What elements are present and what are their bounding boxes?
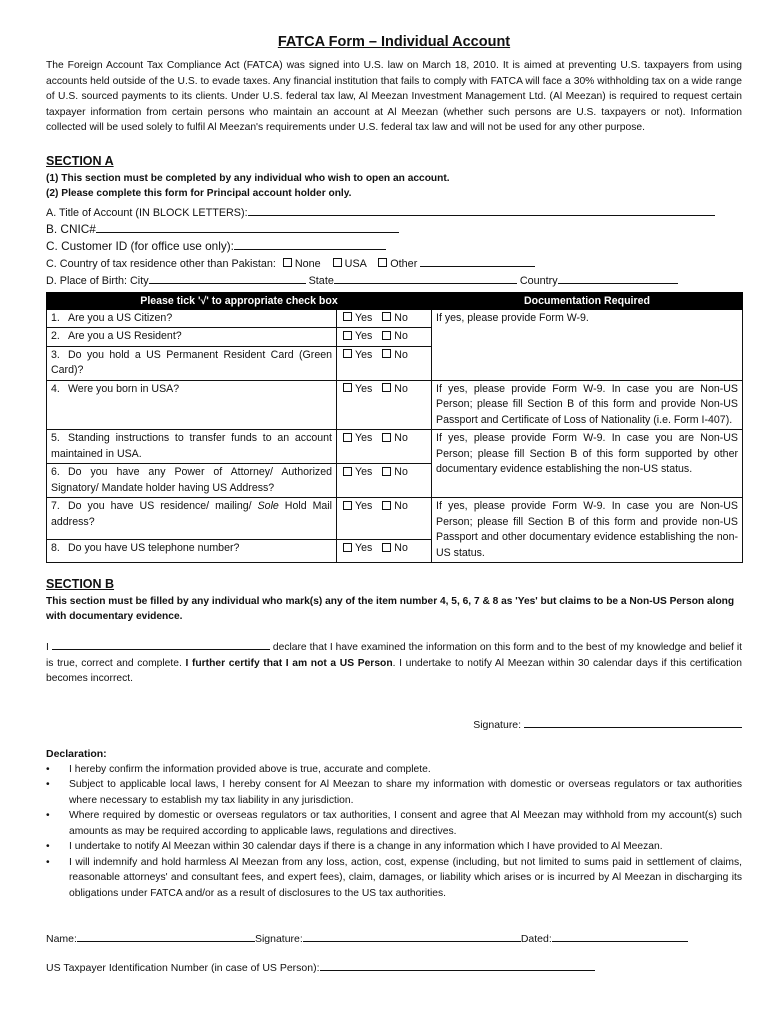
list-item-text: Where required by domestic or overseas regulators or tax authorities, I consent and agree that Al Meezan may withhold from my account(s) such amounts as may be required according to applicable laws, regulations and directives.	[69, 810, 742, 837]
question-text-end: Hold Mail address?	[51, 500, 332, 528]
table-header-row	[47, 292, 743, 309]
none-checkbox[interactable]	[283, 258, 292, 267]
tin-line[interactable]	[320, 959, 595, 971]
declaration-text: declare that I have examined the information on this form and to the best of my knowledge and belief it is true, correct and complete.	[46, 642, 742, 669]
question-text: Do you have US residence/ mailing/	[68, 500, 258, 512]
question-7	[47, 498, 337, 540]
footer-signature-row	[46, 930, 742, 945]
list-item-text: I will indemnify and hold harmless Al Meezan from any loss, action, cost, expense (including, but not limited to sums paid in settlement of claims, reasonable attorneys' and consultant fees, and expert fees), claim, damages, or liability which arises or is incurred by Al Meezan in discharging its obligations under FATCA and/or as a result of disclosures to the US tax authorities.	[69, 856, 742, 899]
section-b-heading: SECTION B	[46, 577, 115, 591]
bullet-icon: •	[46, 779, 50, 790]
declaration-block	[46, 748, 742, 902]
yes-no-options	[337, 328, 432, 347]
question-4	[47, 380, 337, 430]
yes-label: Yes	[355, 466, 373, 478]
question-text-italic: Sole	[257, 500, 279, 512]
bullet-icon: •	[46, 856, 50, 868]
question-number: 3.	[51, 348, 60, 361]
name-label: Name:	[46, 933, 77, 945]
non-us-declaration	[46, 638, 742, 687]
yes-no-options	[337, 498, 432, 540]
section-b-signature	[46, 716, 742, 731]
question-text: Standing instructions to transfer funds to an account maintained in USA.	[51, 432, 332, 460]
customer-id-field	[46, 238, 742, 255]
section-a-heading: SECTION A	[46, 153, 114, 168]
question-number: 4.	[51, 382, 60, 395]
no-label: No	[394, 542, 408, 555]
other-checkbox[interactable]	[378, 258, 387, 267]
declaration-title: Declaration:	[46, 747, 107, 760]
no-checkbox[interactable]	[382, 467, 391, 476]
bullet-icon: •	[46, 763, 50, 775]
intro-paragraph: The Foreign Account Tax Compliance Act (FATCA) was signed into U.S. law on March 18, 2010. It is aimed at preventing U.S. taxpayers from using accounts held outside of the U.S. to evade taxes. Any financial institution that fails to comply with FATCA will face a 30% withholding tax on a wide range of U.S. sourced payments to its clients. Under U.S. federal tax law, Al Meezan Investment Management Ltd. (Al Meezan) is required to request certain taxpayer information from certain persons who maintain an account at Al Meezan (whether such persons are U.S. taxpayers or not). Information collected will be used solely to fulfil Al Meezan's requirements under U.S. federal tax law and will not be used for any other purpose.	[46, 60, 742, 133]
declaration-text-end: . I undertake to notify Al Meezan within 30 calendar days if this certification becomes incorrect.	[46, 657, 742, 684]
question-number: 1.	[51, 311, 60, 324]
state-label: State	[308, 274, 334, 287]
yes-label: Yes	[355, 311, 373, 324]
yes-checkbox[interactable]	[343, 331, 352, 340]
section-a-note-2: (2) Please complete this form for Principal account holder only.	[46, 187, 352, 199]
question-number: 8.	[51, 542, 60, 555]
yes-label: Yes	[355, 542, 373, 555]
section-a-note-1: (1) This section must be completed by any individual who wish to open an account.	[46, 172, 450, 184]
question-number: 5.	[51, 432, 60, 444]
cnic-line[interactable]	[96, 221, 399, 233]
yes-label: Yes	[355, 348, 373, 361]
cnic-label: B. CNIC#	[46, 221, 96, 236]
no-checkbox[interactable]	[382, 433, 391, 442]
no-checkbox[interactable]	[382, 383, 391, 392]
title-of-account-label: A. Title of Account (IN BLOCK LETTERS):	[46, 206, 248, 219]
dated-label: Dated:	[520, 933, 552, 945]
question-text: Were you born in USA?	[68, 382, 180, 395]
usa-option-label: USA	[344, 257, 367, 270]
country-line[interactable]	[558, 272, 678, 284]
fatca-form-page	[46, 34, 742, 974]
title-of-account-field	[46, 204, 742, 221]
list-item	[46, 839, 742, 855]
yes-checkbox[interactable]	[343, 383, 352, 392]
list-item-text: I undertake to notify Al Meezan within 30 calendar days if there is a change in any information which I have provided to Al Meezan.	[69, 841, 663, 852]
list-item-text: Subject to applicable local laws, I hereby consent for Al Meezan to share my information with domestic or overseas regulators or tax authorities where necessary to establish my tax liability in any jurisdiction.	[69, 779, 742, 806]
yes-checkbox[interactable]	[343, 501, 352, 510]
no-label: No	[394, 330, 408, 342]
yes-no-options	[337, 380, 432, 430]
form-title: FATCA Form – Individual Account	[277, 34, 511, 50]
question-text: Do you have any Power of Attorney/ Authorized Signatory/ Mandate holder having US Address?	[51, 466, 332, 494]
bullet-icon: •	[46, 841, 50, 852]
tax-residence-label: C. Country of tax residence other than Pakistan:	[46, 257, 276, 270]
no-checkbox[interactable]	[382, 331, 391, 340]
footer-signature-label: Signature:	[254, 933, 303, 945]
customer-id-line[interactable]	[234, 238, 386, 250]
no-label: No	[394, 466, 408, 478]
question-5	[47, 430, 337, 464]
state-line[interactable]	[334, 272, 517, 284]
question-text: Do you hold a US Permanent Resident Card (Green Card)?	[51, 348, 332, 376]
documentation-7: If yes, please provide Form W-9. In case you are Non-US Person; please fill Section B of this form and provide non-US Passport and other documentary evidence establishing the non-US status.	[432, 498, 743, 563]
question-text: Do you have US telephone number?	[68, 542, 240, 555]
no-label: No	[394, 311, 408, 324]
table-row	[47, 309, 743, 328]
declarant-prefix: I	[46, 642, 49, 653]
no-label: No	[394, 382, 408, 395]
question-number: 6.	[51, 466, 60, 478]
yes-label: Yes	[355, 382, 373, 395]
tin-row	[46, 959, 742, 974]
place-of-birth-field	[46, 272, 742, 289]
country-label: Country	[519, 274, 558, 287]
name-line[interactable]	[77, 930, 255, 942]
no-label: No	[394, 432, 408, 444]
table-header-right: Documentation Required	[432, 292, 743, 309]
signature-line[interactable]	[524, 716, 742, 728]
declaration-list	[46, 762, 742, 902]
yes-no-options	[337, 430, 432, 464]
dated-line[interactable]	[552, 930, 688, 942]
declaration-bold-text: I further certify that I am not a US Person	[185, 657, 393, 669]
question-2	[47, 328, 337, 347]
table-header-left: Please tick '√' to appropriate check box	[47, 292, 432, 309]
yes-label: Yes	[355, 432, 373, 444]
other-option-label: Other	[390, 257, 418, 270]
no-checkbox[interactable]	[382, 349, 391, 358]
question-3	[47, 346, 337, 380]
bullet-icon: •	[46, 810, 50, 821]
yes-label: Yes	[355, 330, 373, 342]
question-number: 7.	[51, 500, 60, 512]
list-item	[46, 777, 742, 808]
section-b-note: This section must be filled by any individual who mark(s) any of the item number 4, 5, 6, 7 & 8 as 'Yes' but claims to be a Non-US Person along with documentary evidence.	[46, 596, 735, 622]
list-item-text: I hereby confirm the information provided above is true, accurate and complete.	[69, 763, 431, 775]
place-of-birth-label: D. Place of Birth: City	[46, 274, 149, 287]
question-1	[47, 309, 337, 328]
yes-no-options	[337, 346, 432, 380]
yes-checkbox[interactable]	[343, 349, 352, 358]
usa-checkbox[interactable]	[333, 258, 342, 267]
footer-signature-line[interactable]	[303, 930, 521, 942]
question-number: 2.	[51, 330, 60, 342]
table-row	[47, 498, 743, 540]
yes-checkbox[interactable]	[343, 433, 352, 442]
no-label: No	[394, 348, 408, 361]
question-6	[47, 464, 337, 498]
question-text: Are you a US Resident?	[68, 330, 182, 342]
declarant-name-line[interactable]	[52, 638, 270, 650]
yes-checkbox[interactable]	[343, 543, 352, 552]
yes-no-options	[337, 309, 432, 328]
documentation-5: If yes, please provide Form W-9. In case you are Non-US Person; please fill Section B of this form supported by other documentary evidence establishing the non-US status.	[432, 430, 743, 498]
customer-id-label: C. Customer ID (for office use only):	[46, 238, 234, 253]
documentation-4: If yes, please provide Form W-9. In case you are Non-US Person; please fill Section B of this form and provide Non-US Passport and Certificate of Loss of Nationality (i.e. Form I-407).	[432, 380, 743, 430]
list-item	[46, 762, 742, 778]
yes-checkbox[interactable]	[343, 312, 352, 321]
signature-label: Signature:	[473, 718, 522, 731]
none-option-label: None	[294, 257, 321, 270]
yes-no-options	[337, 540, 432, 563]
list-item	[46, 808, 742, 839]
no-checkbox[interactable]	[382, 543, 391, 552]
documentation-1: If yes, please provide Form W-9.	[432, 309, 743, 380]
tin-label: US Taxpayer Identification Number (in case of US Person):	[46, 962, 320, 974]
us-indicia-table	[46, 292, 743, 564]
no-checkbox[interactable]	[382, 501, 391, 510]
yes-checkbox[interactable]	[343, 467, 352, 476]
title-of-account-line[interactable]	[248, 204, 715, 216]
table-row	[47, 430, 743, 464]
other-country-line[interactable]	[420, 255, 535, 267]
tax-residence-field	[46, 255, 742, 272]
yes-label: Yes	[355, 500, 373, 512]
no-label: No	[394, 500, 408, 512]
no-checkbox[interactable]	[382, 312, 391, 321]
city-line[interactable]	[149, 272, 306, 284]
question-8	[47, 540, 337, 563]
cnic-field	[46, 221, 742, 238]
table-row	[47, 380, 743, 430]
yes-no-options	[337, 464, 432, 498]
question-text: Are you a US Citizen?	[68, 311, 173, 324]
list-item	[46, 855, 742, 902]
